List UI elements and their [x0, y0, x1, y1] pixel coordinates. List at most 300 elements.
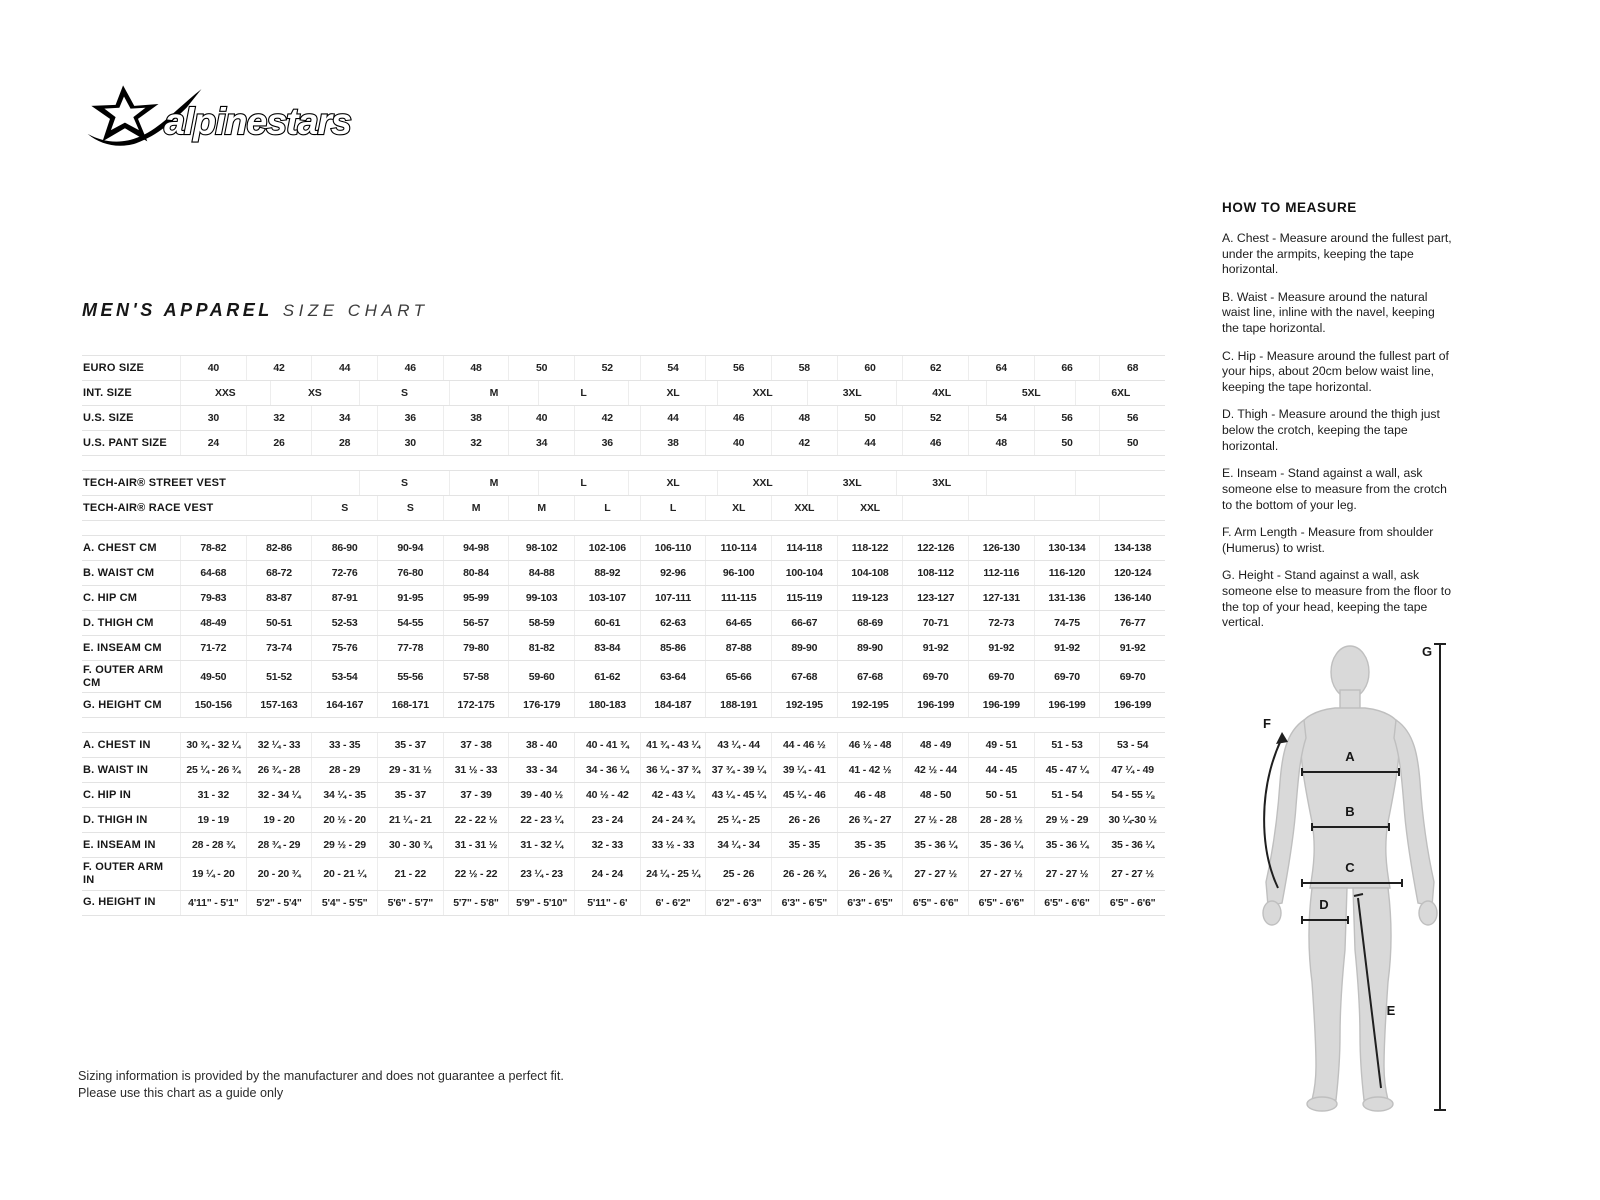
table-cell: 103-107 [574, 586, 640, 610]
hip-label: C [1345, 860, 1355, 875]
table-row [82, 381, 1165, 406]
table-cell: 80-84 [443, 561, 509, 585]
table-row [82, 431, 1165, 456]
table-cell: 32 - 34 ¼ [246, 783, 312, 807]
table-cell: 51-52 [246, 661, 312, 692]
table-cell: 38 [443, 406, 509, 430]
table-cell: 157-163 [246, 693, 312, 717]
table-cell: 52-53 [311, 611, 377, 635]
body-diagram [1238, 620, 1550, 1122]
table-cell: 46 [705, 406, 771, 430]
table-cell: 196-199 [1099, 693, 1165, 717]
row-label: F. OUTER ARM CM [83, 664, 164, 689]
table-cell [902, 496, 968, 520]
table-row [82, 783, 1165, 808]
table-cell: 48-49 [180, 611, 246, 635]
row-label: INT. SIZE [83, 386, 132, 399]
table-cell: 5'11" - 6' [574, 891, 640, 915]
table-cell: 45 ¼ - 46 [771, 783, 837, 807]
table-cell: 37 - 38 [443, 733, 509, 757]
table-cell: 22 - 22 ½ [443, 808, 509, 832]
table-cell: 40 [180, 356, 246, 380]
table-cell: 192-195 [837, 693, 903, 717]
table-cell: 89-90 [837, 636, 903, 660]
table-cell: 31 - 32 ¼ [508, 833, 574, 857]
row-label: B. WAIST CM [83, 566, 155, 579]
table-cell: 46 [377, 356, 443, 380]
table-cell [986, 471, 1076, 495]
table-cell: 102-106 [574, 536, 640, 560]
table-row [82, 586, 1165, 611]
table-cell: 51 - 54 [1034, 783, 1100, 807]
table-cell: 79-83 [180, 586, 246, 610]
table-cell: 38 - 40 [508, 733, 574, 757]
table-cell: 59-60 [508, 661, 574, 692]
table-cell: 50 [1034, 431, 1100, 455]
table-cell: 56 [1099, 406, 1165, 430]
table-cell: 122-126 [902, 536, 968, 560]
table-cell: M [449, 381, 539, 405]
table-cell: 30 - 30 ¾ [377, 833, 443, 857]
table-cell: 70-71 [902, 611, 968, 635]
row-label: U.S. SIZE [83, 411, 134, 424]
table-cell: 66-67 [771, 611, 837, 635]
table-row [82, 858, 1165, 890]
table-cell: 64-68 [180, 561, 246, 585]
measure-instruction: F. Arm Length - Measure from shoulder (Humerus) to wrist. [1222, 525, 1434, 555]
table-cell: XL [628, 471, 718, 495]
table-row [82, 693, 1165, 718]
row-label: U.S. PANT SIZE [83, 436, 167, 449]
table-cell: 52 [902, 406, 968, 430]
table-cell: 35 - 36 ¼ [968, 833, 1034, 857]
table-cell: 196-199 [902, 693, 968, 717]
table-cell: M [449, 471, 539, 495]
table-cell: 50 [837, 406, 903, 430]
table-row [82, 406, 1165, 431]
table-cell: 42 ½ - 44 [902, 758, 968, 782]
table-cell: 55-56 [377, 661, 443, 692]
table-cell: 3XL [807, 471, 897, 495]
table-cell: S [359, 471, 449, 495]
table-cell: 6'3" - 6'5" [771, 891, 837, 915]
table-cell: 44 - 45 [968, 758, 1034, 782]
table-cell: 180-183 [574, 693, 640, 717]
table-cell: XXL [771, 496, 837, 520]
table-cell: S [377, 496, 443, 520]
table-cell: XS [270, 381, 360, 405]
table-cell: XXL [717, 381, 807, 405]
table-cell: 6' - 6'2" [640, 891, 706, 915]
table-cell: 37 ¾ - 39 ¼ [705, 758, 771, 782]
table-cell: 120-124 [1099, 561, 1165, 585]
row-label: G. HEIGHT IN [83, 896, 156, 909]
table-cell: 91-92 [1034, 636, 1100, 660]
table-cell: 24 [180, 431, 246, 455]
table-cell: XL [705, 496, 771, 520]
table-cell: 69-70 [1034, 661, 1100, 692]
table-cell: 104-108 [837, 561, 903, 585]
table-cell: 136-140 [1099, 586, 1165, 610]
table-cell: 196-199 [968, 693, 1034, 717]
table-cell: 119-123 [837, 586, 903, 610]
table-cell: 31 - 31 ½ [443, 833, 509, 857]
row-label: EURO SIZE [83, 361, 145, 374]
table-cell: 45 - 47 ¼ [1034, 758, 1100, 782]
table-cell: 110-114 [705, 536, 771, 560]
table-cell: 5'9" - 5'10" [508, 891, 574, 915]
table-cell: M [508, 496, 574, 520]
table-cell: 56-57 [443, 611, 509, 635]
table-cell: 56 [705, 356, 771, 380]
table-cell: 44 [837, 431, 903, 455]
table-cell: 23 ¼ - 23 [508, 858, 574, 889]
table-cell: 6'3" - 6'5" [837, 891, 903, 915]
table-row [82, 808, 1165, 833]
table-cell: 25 ¼ - 26 ¾ [180, 758, 246, 782]
table-cell: 5'7" - 5'8" [443, 891, 509, 915]
table-cell: 44 - 46 ½ [771, 733, 837, 757]
row-label: D. THIGH CM [83, 616, 154, 629]
table-cell: 27 - 27 ½ [1099, 858, 1165, 889]
table-cell: 48 - 50 [902, 783, 968, 807]
table-cell: 28 - 28 ¾ [180, 833, 246, 857]
table-cell: 83-87 [246, 586, 312, 610]
table-row [82, 733, 1165, 758]
table-cell: 49 - 51 [968, 733, 1034, 757]
how-to-measure-heading: HOW TO MEASURE [1222, 200, 1357, 215]
table-cell [1034, 496, 1100, 520]
table-cell: 64-65 [705, 611, 771, 635]
table-cell: 134-138 [1099, 536, 1165, 560]
table-cell: 73-74 [246, 636, 312, 660]
table-cell: 96-100 [705, 561, 771, 585]
table-cell: 56 [1034, 406, 1100, 430]
table-cell: L [538, 381, 628, 405]
disclaimer-line-1: Sizing information is provided by the manufacturer and does not guarantee a perfect fit. [78, 1069, 564, 1083]
body-silhouette-icon [1263, 646, 1437, 1111]
table-cell: 5XL [986, 381, 1076, 405]
table-cell: 88-92 [574, 561, 640, 585]
table-cell: 6XL [1075, 381, 1165, 405]
table-cell: 26 ¾ - 28 [246, 758, 312, 782]
table-cell: 82-86 [246, 536, 312, 560]
table-cell: 51 - 53 [1034, 733, 1100, 757]
table-row [82, 496, 1165, 521]
table-cell: 54 - 55 ⅛ [1099, 783, 1165, 807]
row-label: A. CHEST IN [83, 738, 151, 751]
chest-label: A [1345, 749, 1355, 764]
table-cell: 22 ½ - 22 [443, 858, 509, 889]
table-cell: 34 [508, 431, 574, 455]
table-cell: 35 - 37 [377, 783, 443, 807]
measure-instructions [1222, 231, 1454, 631]
table-cell: 91-92 [1099, 636, 1165, 660]
table-cell: 114-118 [771, 536, 837, 560]
table-cell: 39 ¼ - 41 [771, 758, 837, 782]
table-cell: 35 - 35 [771, 833, 837, 857]
table-cell: 116-120 [1034, 561, 1100, 585]
row-label: D. THIGH IN [83, 813, 148, 826]
table-cell: 62 [902, 356, 968, 380]
table-cell: 91-92 [968, 636, 1034, 660]
table-cell: 27 - 27 ½ [968, 858, 1034, 889]
table-cell: 24 - 24 [574, 858, 640, 889]
table-cell: 86-90 [311, 536, 377, 560]
measure-instruction: C. Hip - Measure around the fullest part of your hips, about 20cm below waist line, keeping the tape horizontal. [1222, 348, 1449, 394]
page-title [82, 300, 429, 321]
table-cell: 100-104 [771, 561, 837, 585]
table-cell: 35 - 35 [837, 833, 903, 857]
table-cell: 48 - 49 [902, 733, 968, 757]
table-row [82, 561, 1165, 586]
table-cell: 75-76 [311, 636, 377, 660]
table-cell: 58 [771, 356, 837, 380]
table-cell: 79-80 [443, 636, 509, 660]
row-label: B. WAIST IN [83, 763, 149, 776]
table-cell: XXS [180, 381, 270, 405]
size-table [82, 355, 1165, 916]
table-cell: 30 [377, 431, 443, 455]
table-row [82, 661, 1165, 693]
table-cell: 126-130 [968, 536, 1034, 560]
table-cell: 21 - 22 [377, 858, 443, 889]
table-cell: 6'5" - 6'6" [902, 891, 968, 915]
table-cell: 54 [968, 406, 1034, 430]
table-cell: 168-171 [377, 693, 443, 717]
table-cell: 164-167 [311, 693, 377, 717]
table-cell: 41 - 42 ½ [837, 758, 903, 782]
table-cell: 68-69 [837, 611, 903, 635]
table-cell: 26 - 26 [771, 808, 837, 832]
table-cell: 34 [311, 406, 377, 430]
table-cell: 58-59 [508, 611, 574, 635]
table-cell: 61-62 [574, 661, 640, 692]
table-cell: 68 [1099, 356, 1165, 380]
table-cell: 91-92 [902, 636, 968, 660]
table-cell: 46 [902, 431, 968, 455]
table-cell: 89-90 [771, 636, 837, 660]
table-cell: 25 ¼ - 25 [705, 808, 771, 832]
table-cell: 67-68 [837, 661, 903, 692]
table-cell: 91-95 [377, 586, 443, 610]
table-cell: 29 ½ - 29 [1034, 808, 1100, 832]
table-cell: L [574, 496, 640, 520]
table-cell: 26 - 26 ¾ [837, 858, 903, 889]
table-cell: S [311, 496, 377, 520]
table-cell: 22 - 23 ¼ [508, 808, 574, 832]
table-cell: 50 [508, 356, 574, 380]
table-cell: 76-77 [1099, 611, 1165, 635]
table-group-sizes [82, 355, 1165, 456]
table-cell: 71-72 [180, 636, 246, 660]
logo-graphic [82, 76, 362, 162]
measure-instruction: A. Chest - Measure around the fullest part, under the armpits, keeping the tape horizontal. [1222, 231, 1452, 277]
thigh-label: D [1319, 897, 1329, 912]
waist-label: B [1345, 804, 1355, 819]
table-cell: 35 - 36 ¼ [1099, 833, 1165, 857]
table-cell: M [443, 496, 509, 520]
table-cell: 108-112 [902, 561, 968, 585]
table-cell: 4XL [896, 381, 986, 405]
table-row [82, 636, 1165, 661]
alpinestars-logo [82, 76, 362, 168]
measure-instruction: D. Thigh - Measure around the thigh just below the crotch, keeping the tape horizontal. [1222, 407, 1440, 453]
table-cell: 19 - 19 [180, 808, 246, 832]
table-row [82, 471, 1165, 496]
table-group-inches [82, 732, 1165, 915]
table-cell: 33 ½ - 33 [640, 833, 706, 857]
table-cell: 29 - 31 ½ [377, 758, 443, 782]
table-cell: 28 - 28 ½ [968, 808, 1034, 832]
table-cell: 32 ¼ - 33 [246, 733, 312, 757]
table-cell: 6'5" - 6'6" [1034, 891, 1100, 915]
table-cell: 63-64 [640, 661, 706, 692]
table-cell: 33 - 35 [311, 733, 377, 757]
table-cell [270, 471, 360, 495]
table-cell: 84-88 [508, 561, 574, 585]
table-cell: 40 [508, 406, 574, 430]
table-cell: 131-136 [1034, 586, 1100, 610]
table-cell: 34 ¼ - 34 [705, 833, 771, 857]
row-label: F. OUTER ARM IN [83, 861, 164, 886]
table-cell: 107-111 [640, 586, 706, 610]
table-cell: 24 ¼ - 25 ¼ [640, 858, 706, 889]
table-cell: 28 - 29 [311, 758, 377, 782]
table-cell: 5'2" - 5'4" [246, 891, 312, 915]
how-to-measure-panel [1222, 200, 1454, 643]
table-cell: 6'5" - 6'6" [1099, 891, 1165, 915]
table-cell: 4'11" - 5'1" [180, 891, 246, 915]
table-cell: 99-103 [508, 586, 574, 610]
table-cell: 115-119 [771, 586, 837, 610]
measurement-figure [1238, 620, 1550, 1122]
table-cell: 34 - 36 ¼ [574, 758, 640, 782]
table-cell: 33 - 34 [508, 758, 574, 782]
table-cell: 31 - 32 [180, 783, 246, 807]
table-cell: 5'6" - 5'7" [377, 891, 443, 915]
table-cell: 43 ¼ - 44 [705, 733, 771, 757]
row-label: G. HEIGHT CM [83, 698, 162, 711]
table-cell: 68-72 [246, 561, 312, 585]
measure-instruction: B. Waist - Measure around the natural waist line, inline with the navel, keeping the tape horizontal. [1222, 289, 1435, 336]
table-cell: 50-51 [246, 611, 312, 635]
table-cell: 49-50 [180, 661, 246, 692]
table-cell: 46 - 48 [837, 783, 903, 807]
table-cell: 130-134 [1034, 536, 1100, 560]
page-title-main: MEN'S APPAREL [82, 300, 273, 320]
table-cell: 48 [771, 406, 837, 430]
table-cell: 87-91 [311, 586, 377, 610]
table-cell: 53-54 [311, 661, 377, 692]
table-row [82, 536, 1165, 561]
table-row [82, 891, 1165, 916]
table-cell [1099, 496, 1165, 520]
page-title-sub: SIZE CHART [282, 301, 429, 320]
table-cell: 57-58 [443, 661, 509, 692]
row-label: C. HIP CM [83, 591, 138, 604]
inseam-label: E [1386, 1003, 1396, 1018]
height-label: G [1421, 644, 1433, 659]
table-cell: XL [628, 381, 718, 405]
table-group-tech-air [82, 470, 1165, 521]
table-cell: L [640, 496, 706, 520]
table-group-cm [82, 535, 1165, 718]
table-cell: 69-70 [902, 661, 968, 692]
table-row [82, 611, 1165, 636]
table-cell: 27 - 27 ½ [1034, 858, 1100, 889]
table-cell: L [538, 471, 628, 495]
table-cell: 5'4" - 5'5" [311, 891, 377, 915]
table-cell: 123-127 [902, 586, 968, 610]
table-cell: 24 - 24 ¾ [640, 808, 706, 832]
table-cell: 42 [771, 431, 837, 455]
table-cell: 90-94 [377, 536, 443, 560]
table-cell: 176-179 [508, 693, 574, 717]
table-cell: 77-78 [377, 636, 443, 660]
table-cell: 48 [443, 356, 509, 380]
table-cell: 27 - 27 ½ [902, 858, 968, 889]
table-cell: 3XL [807, 381, 897, 405]
table-cell: 27 ½ - 28 [902, 808, 968, 832]
table-cell: 32 - 33 [574, 833, 640, 857]
table-cell: 65-66 [705, 661, 771, 692]
table-cell: 36 [377, 406, 443, 430]
table-cell: 28 [311, 431, 377, 455]
disclaimer [78, 1068, 564, 1101]
table-cell: 42 [246, 356, 312, 380]
table-cell: 39 - 40 ½ [508, 783, 574, 807]
table-cell: 50 [1099, 431, 1165, 455]
table-cell: 60 [837, 356, 903, 380]
row-label: TECH-AIR® STREET VEST [83, 476, 227, 489]
table-cell: 30 [180, 406, 246, 430]
table-cell [246, 496, 312, 520]
table-cell: 6'5" - 6'6" [968, 891, 1034, 915]
table-cell: 87-88 [705, 636, 771, 660]
table-cell: 20 ½ - 20 [311, 808, 377, 832]
table-cell: 21 ¼ - 21 [377, 808, 443, 832]
row-label: E. INSEAM CM [83, 641, 162, 654]
table-cell: 111-115 [705, 586, 771, 610]
table-cell: 83-84 [574, 636, 640, 660]
table-cell: 44 [311, 356, 377, 380]
table-cell: 29 ½ - 29 [311, 833, 377, 857]
table-cell: 50 - 51 [968, 783, 1034, 807]
table-cell: 192-195 [771, 693, 837, 717]
table-cell: 118-122 [837, 536, 903, 560]
table-cell: 36 ¼ - 37 ¾ [640, 758, 706, 782]
measure-instruction: G. Height - Stand against a wall, ask someone else to measure from the floor to the top of your head, keeping the tape vertical. [1222, 568, 1451, 630]
table-cell: 28 ¾ - 29 [246, 833, 312, 857]
table-cell: 26 - 26 ¾ [771, 858, 837, 889]
table-cell: 62-63 [640, 611, 706, 635]
table-cell: 40 - 41 ¾ [574, 733, 640, 757]
table-cell: 40 ½ - 42 [574, 783, 640, 807]
row-label: TECH-AIR® RACE VEST [83, 501, 214, 514]
table-cell: 36 [574, 431, 640, 455]
table-cell: 53 - 54 [1099, 733, 1165, 757]
table-cell: 95-99 [443, 586, 509, 610]
table-cell: 42 - 43 ¼ [640, 783, 706, 807]
table-cell: 94-98 [443, 536, 509, 560]
table-cell: 46 ½ - 48 [837, 733, 903, 757]
table-cell: 69-70 [968, 661, 1034, 692]
arm-label: F [1263, 716, 1271, 731]
table-cell: 64 [968, 356, 1034, 380]
table-cell: 188-191 [705, 693, 771, 717]
table-cell: 60-61 [574, 611, 640, 635]
